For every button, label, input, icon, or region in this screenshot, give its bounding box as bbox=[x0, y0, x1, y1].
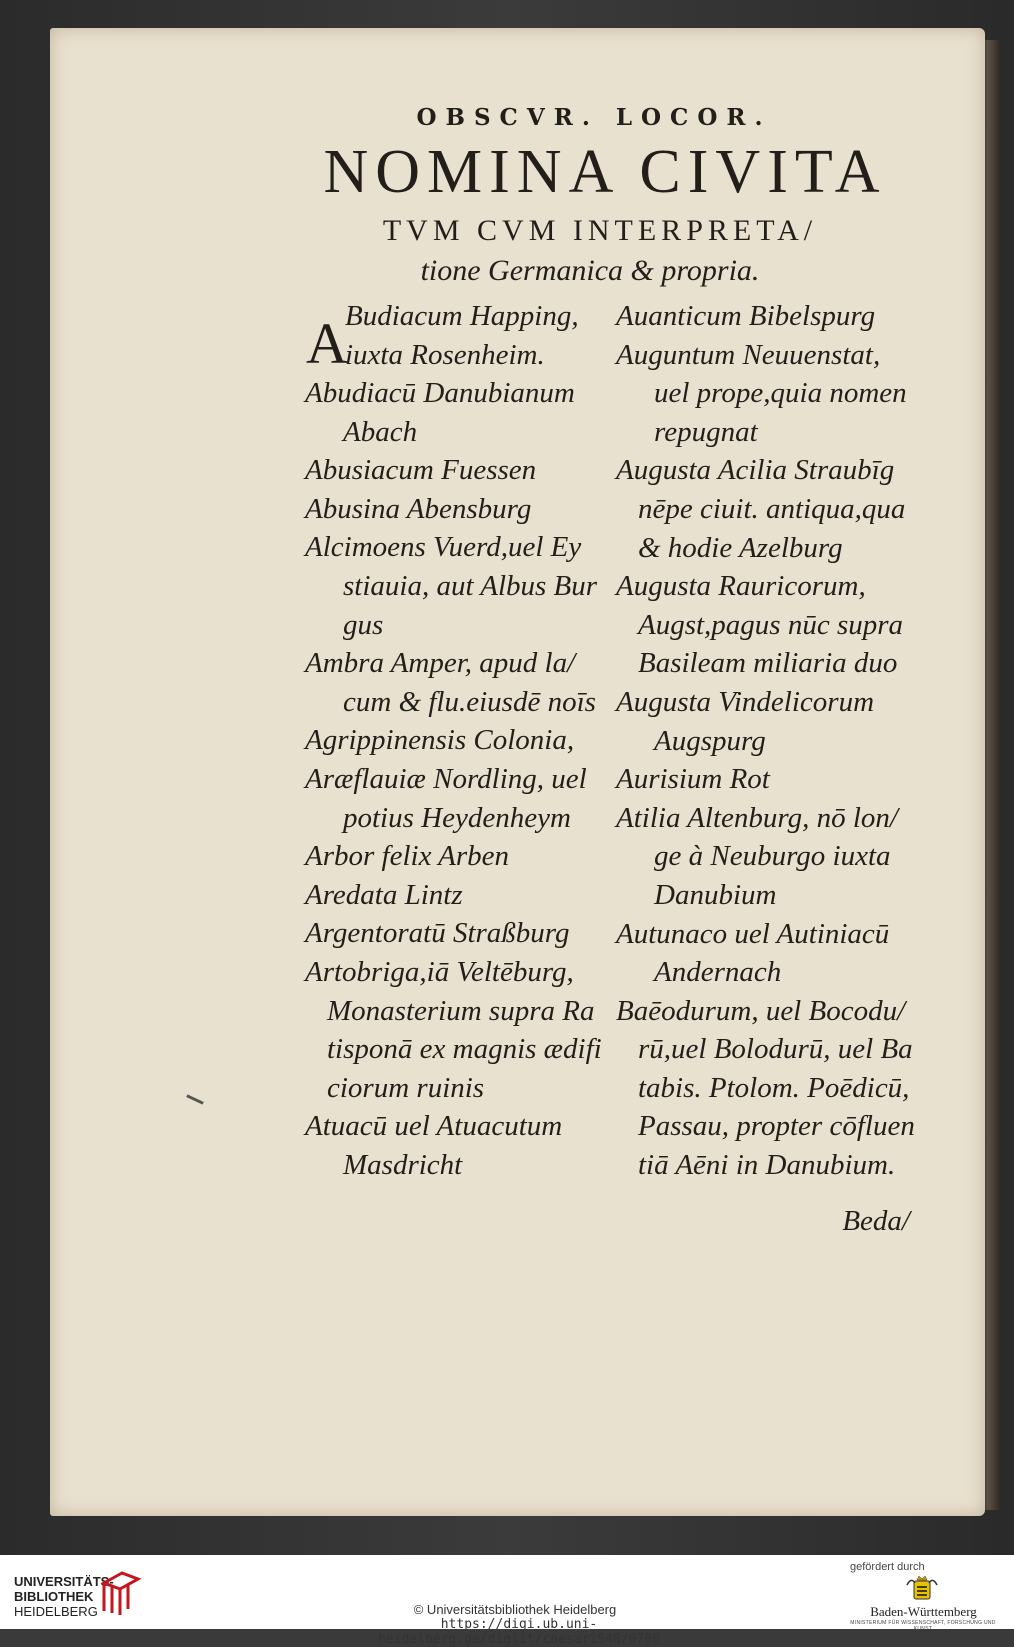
permalink[interactable]: https://digi.ub.uni-heidelberg.de/diglit/caesar1548/0780 bbox=[378, 1617, 660, 1647]
entry-line: Argentoratū Straßburg bbox=[305, 917, 570, 950]
entry-line: tiā Aēni in Danubium. bbox=[638, 1149, 896, 1182]
page-subtitle: TVM CVM INTERPRETA/ bbox=[382, 214, 818, 247]
entry-line: nēpe ciuit. antiqua,qua bbox=[638, 492, 906, 525]
entry-line: Abusiacum Fuessen bbox=[305, 454, 537, 487]
entry-line: Atuacū uel Atuacutum bbox=[305, 1110, 563, 1143]
entry-line: Aræflauiæ Nordling, uel bbox=[305, 762, 587, 795]
entry-line: Artobriga,iā Veltēburg, bbox=[305, 955, 574, 988]
entry-line: Andernach bbox=[654, 956, 782, 989]
entry-line: Aredata Lintz bbox=[305, 878, 463, 911]
entry-line: Abusina Abensburg bbox=[305, 492, 532, 525]
entry-line: uel prope,quia nomen bbox=[654, 377, 907, 410]
entry-line: Augusta Rauricorum, bbox=[616, 570, 866, 603]
entry-line: cum & flu.eiusdē noīs bbox=[343, 685, 596, 718]
library-name-line: UNIVERSITÄTS- bbox=[14, 1574, 114, 1589]
entry-line: Autunaco uel Autiniacū bbox=[616, 917, 890, 950]
page-subtitle-italic: tione Germanica & propria. bbox=[420, 254, 760, 287]
entry-line: Passau, propter cōfluen bbox=[638, 1110, 915, 1143]
entry-line: repugnat bbox=[654, 415, 758, 448]
first-entry-line: Budiacum Happing, bbox=[345, 300, 579, 332]
entry-line: Augusta Acilia Straubīg bbox=[616, 454, 895, 487]
right-column bbox=[616, 297, 915, 1185]
drop-cap: A bbox=[306, 311, 348, 376]
entry-line: Auguntum Neuuenstat, bbox=[616, 338, 881, 371]
entry-line: Augspurg bbox=[654, 724, 766, 757]
funded-by-label: gefördert durch bbox=[850, 1561, 925, 1573]
library-name-line: HEIDELBERG bbox=[14, 1604, 98, 1619]
entry-line: Monasterium supra Ra bbox=[327, 994, 595, 1027]
entry-line: Augusta Vindelicorum bbox=[616, 685, 875, 718]
entry-line: Augst,pagus nūc supra bbox=[638, 608, 904, 641]
funder-name: Baden-Württemberg bbox=[870, 1604, 977, 1619]
entry-line: stiauia, aut Albus Bur bbox=[343, 569, 598, 602]
entry-line: & hodie Azelburg bbox=[638, 531, 843, 564]
entry-line: Danubium bbox=[654, 878, 777, 911]
entry-line: Abudiacū Danubianum bbox=[305, 377, 575, 409]
ub-logo-icon[interactable] bbox=[100, 1565, 142, 1617]
footer-bar bbox=[0, 1555, 1014, 1647]
entry-line: Abach bbox=[343, 415, 418, 448]
entry-line: ge à Neuburgo iuxta bbox=[654, 840, 891, 873]
page-title: NOMINA CIVITA bbox=[323, 138, 887, 206]
entry-line: potius Heydenheym bbox=[343, 801, 571, 834]
entry-line: Basileam miliaria duo bbox=[638, 647, 898, 680]
entry-line: Agrippinensis Colonia, bbox=[305, 724, 575, 757]
entry-line: Masdricht bbox=[343, 1148, 463, 1181]
entry-line: Auanticum Bibelspurg bbox=[616, 300, 876, 332]
entry-line: rū,uel Bolodurū, uel Ba bbox=[638, 1033, 913, 1066]
entry-line: gus bbox=[343, 608, 384, 641]
entry-line: Alcimoens Vuerd,uel Ey bbox=[305, 531, 582, 564]
entry-line: Aurisium Rot bbox=[616, 763, 770, 796]
running-head: OBSCVR. LOCOR. bbox=[416, 104, 772, 131]
library-name-line: BIBLIOTHEK bbox=[14, 1589, 94, 1604]
entry-line: Baēodurum, uel Bocodu/ bbox=[616, 994, 906, 1027]
left-column bbox=[305, 374, 602, 1184]
entry-line: Arbor felix Arben bbox=[305, 840, 510, 873]
entry-line: Atilia Altenburg, nō lon/ bbox=[616, 801, 898, 834]
entry-line: Ambra Amper, apud la/ bbox=[305, 647, 576, 680]
coat-of-arms-icon bbox=[905, 1575, 939, 1601]
entry-line: tabis. Ptolom. Poēdicū, bbox=[638, 1071, 910, 1104]
catchword: Beda/ bbox=[842, 1205, 910, 1237]
funder-ministry: MINISTERIUM FÜR WISSENSCHAFT, FORSCHUNG UND KUNST bbox=[850, 1620, 996, 1632]
entry-line: ciorum ruinis bbox=[327, 1071, 485, 1104]
copyright-text: © Universitätsbibliothek Heidelberg bbox=[413, 1602, 617, 1617]
entry-line: tisponā ex magnis ædifi bbox=[327, 1033, 602, 1066]
library-name[interactable] bbox=[14, 1574, 114, 1619]
first-entry-line: iuxta Rosenheim. bbox=[345, 339, 545, 371]
